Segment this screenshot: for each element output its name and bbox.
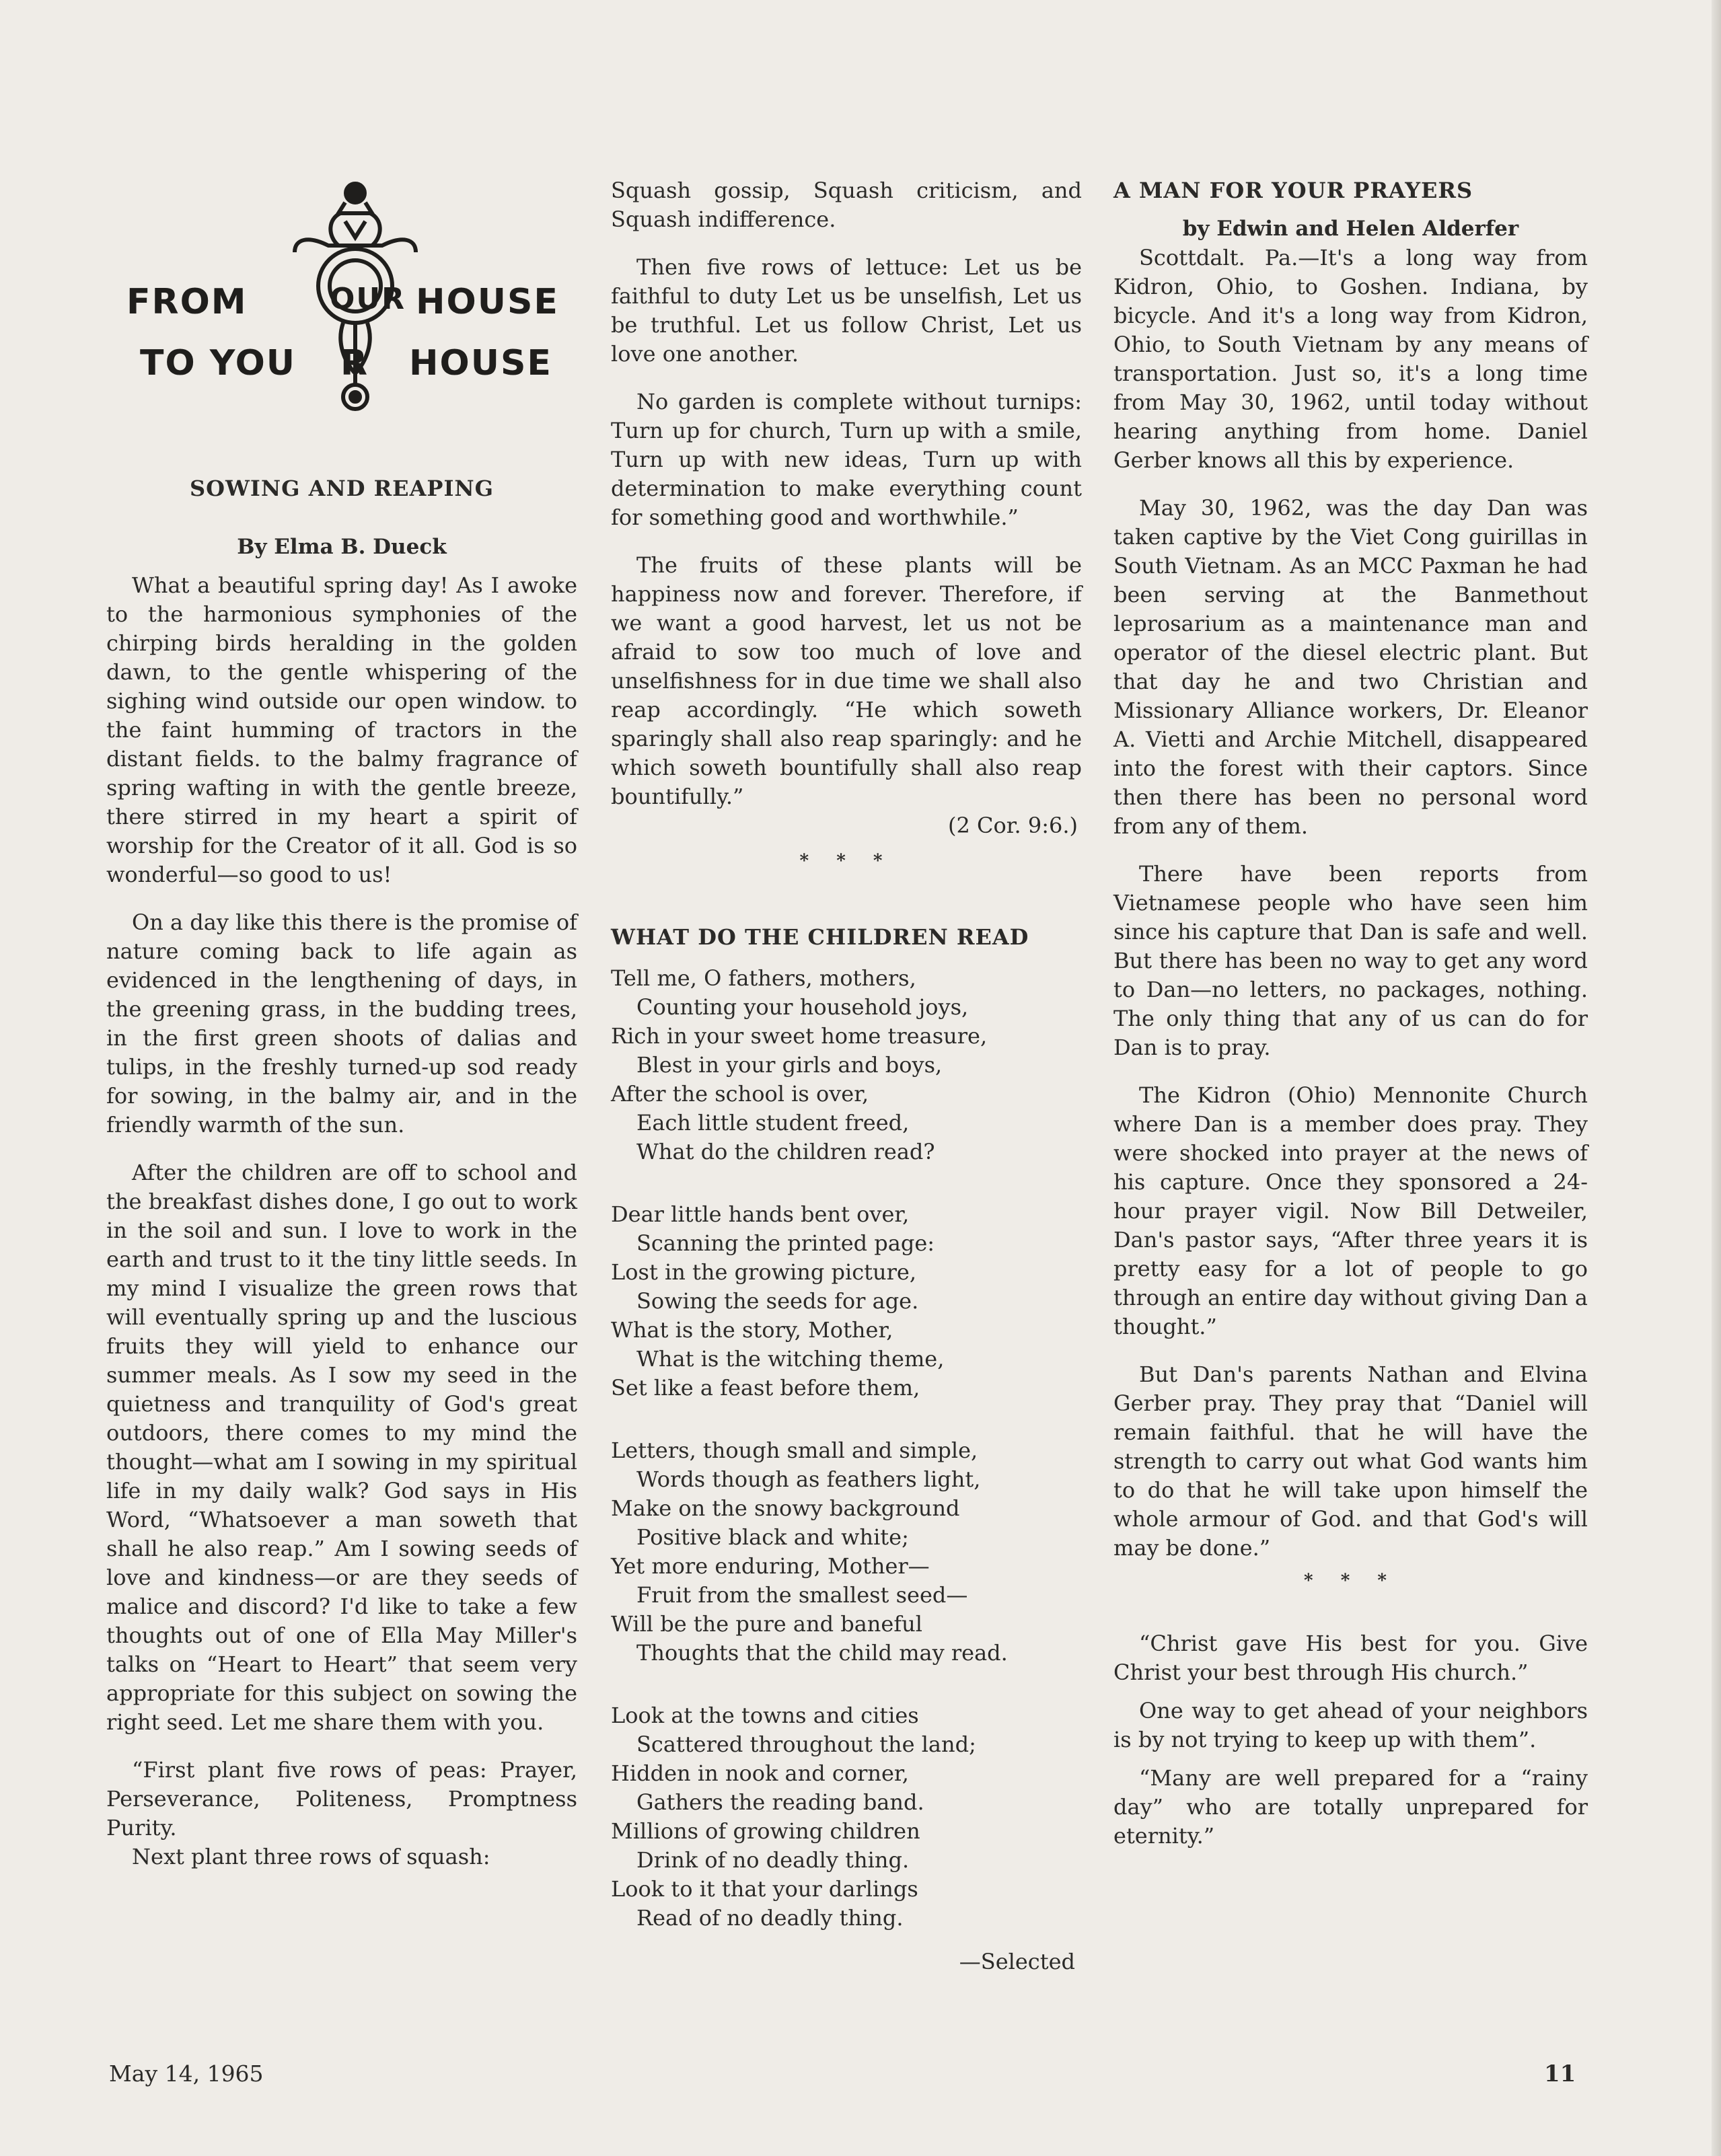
article1-paragraph: The fruits of these plants will be happiness now and forever. Therefore, if we want a good harvest, let us not be afraid to sow too much of love and unselfishness for in due time we shall also reap accordingly. “He which soweth sparingly shall also reap sparingly: and he which soweth bountifully shall also reap bountifully.”	[611, 552, 1082, 809]
poem-line: Fruit from the smallest seed—	[636, 1582, 968, 1608]
poem-line: Look to it that your darlings	[611, 1876, 918, 1902]
section-separator: * * *	[799, 851, 893, 871]
filler-quote: “Christ gave His best for you. Give Christ your best through His church.”	[1113, 1631, 1588, 1685]
article2-paragraph: May 30, 1962, was the day Dan was taken captive by the Viet Cong guirillas in South Vietnam. As an MCC Paxman he had been serving at the Banmethout leprosarium as a maintenance man and operator of the diesel electric plant. But that day he and two Christian and Missionary Alliance workers, Dr. Eleanor A. Vietti and Archie Mitchell, disappeared into the forest with their captors. Since then there has been no personal word from any of them.	[1113, 495, 1588, 839]
poem-line: Make on the snowy background	[611, 1495, 960, 1521]
section-separator: * * *	[1304, 1571, 1397, 1591]
article2-paragraph: The Kidron (Ohio) Mennonite Church where Dan is a member does pray. They were shocked into prayer at the news of his capture. Once they sponsored a 24-hour prayer vigil. Now Bill Detweiler, Dan's pastor says, “After three years it is pretty easy for a lot of people to go through an entire day without giving Dan a thought.”	[1113, 1082, 1588, 1339]
page-number: 11	[1544, 2060, 1576, 2087]
poem-line: Set like a feast before them,	[611, 1375, 920, 1401]
column-left	[106, 172, 577, 1871]
poem-line: Thoughts that the child may read.	[636, 1640, 1008, 1666]
scripture-citation: (2 Cor. 9:6.)	[947, 813, 1078, 838]
logo-text-to-you: TO YOU	[140, 343, 297, 383]
poem-line: Scattered throughout the land;	[636, 1732, 976, 1757]
poem-stanza	[611, 964, 1082, 1166]
poem-line: What do the children read?	[636, 1139, 935, 1164]
poem-stanza	[611, 1200, 1082, 1403]
poem-line: Sowing the seeds for age.	[636, 1288, 919, 1314]
poem-line: Will be the pure and baneful	[611, 1611, 923, 1637]
logo-text-r: R	[340, 343, 369, 383]
article-title-sowing: SOWING AND REAPING	[190, 476, 494, 501]
poem-stanza	[611, 1436, 1082, 1668]
article-byline-alderfer: by Edwin and Helen Alderfer	[1182, 217, 1519, 241]
poem-title: WHAT DO THE CHILDREN READ	[611, 924, 1029, 950]
article1-paragraph: “First plant five rows of peas: Prayer, Perseverance, Politeness, Promptness Purity.	[106, 1757, 577, 1841]
poem-line: Dear little hands bent over,	[611, 1201, 910, 1227]
poem-line: After the school is over,	[611, 1081, 869, 1107]
filler-quote: “Many are well prepared for a “rainy day” who are totally unprepared for eternity.”	[1113, 1765, 1588, 1849]
article1-paragraph: Then five rows of lettuce: Let us be faithful to duty Let us be unselfish, Let us be truthful. Let us follow Christ, Let us love one another.	[611, 254, 1082, 367]
filler-quote: One way to get ahead of your neighbors is by not trying to keep up with them”.	[1113, 1698, 1588, 1752]
article2-paragraph: There have been reports from Vietnamese people who have seen him since his capture that Dan is safe and well. But there has been no way to get any word to Dan—no letters, no packages, nothing. The only thing that any of us can do for Dan is to pray.	[1113, 861, 1588, 1060]
poem-line: Letters, though small and simple,	[611, 1438, 978, 1463]
column-right	[1113, 176, 1588, 1851]
article1-paragraph: On a day like this there is the promise of nature coming back to life again as evidenced in the lengthening of days, in the greening grass, in the budding trees, in the first green shoots of dalias and tulips, in the freshly turned-up sod ready for sowing, in the balmy air, and in the friendly warmth of the sun.	[106, 909, 577, 1138]
poem-stanza	[611, 1701, 1082, 1933]
article1-paragraph: No garden is complete without turnips: Turn up for church, Turn up with a smile, Turn up with new ideas, Turn up with determination to make everything count for something good and worthwhile.”	[611, 389, 1082, 530]
article2-paragraph: But Dan's parents Nathan and Elvina Gerber pray. They pray that “Daniel will remain faithful. that he will have the strength to carry out what God wants him to do that he will take upon himself the whole armour of God. and that God's will may be done.”	[1113, 1362, 1588, 1561]
poem-line: Look at the towns and cities	[611, 1703, 919, 1728]
poem-attribution: —Selected	[959, 1949, 1075, 1974]
poem-line: Gathers the reading band.	[636, 1789, 924, 1815]
poem-line: Rich in your sweet home treasure,	[611, 1023, 988, 1049]
poem-line: Counting your household joys,	[636, 994, 969, 1020]
article-byline-dueck: By Elma B. Dueck	[237, 535, 447, 559]
poem-line: Lost in the growing picture,	[611, 1259, 917, 1285]
poem-line: Scanning the printed page:	[636, 1230, 935, 1256]
column-middle	[611, 176, 1082, 1976]
poem-line: Drink of no deadly thing.	[636, 1847, 910, 1873]
poem-line: Positive black and white;	[636, 1524, 909, 1550]
poem-line: What is the story, Mother,	[611, 1317, 893, 1343]
page-edge-shadow	[1712, 0, 1721, 2156]
from-our-house-logo	[126, 172, 557, 434]
article-title-prayers: A MAN FOR YOUR PRAYERS	[1113, 178, 1473, 203]
issue-date: May 14, 1965	[109, 2060, 264, 2087]
article1-paragraph: What a beautiful spring day! As I awoke to the harmonious symphonies of the chirping birds heralding in the golden dawn, to the gentle whispering of the sighing wind outside our open window. to the faint humming of tractors in the distant fields. to the balmy fragrance of spring wafting in with the gentle breeze, there stirred in my heart a spirit of worship for the Creator of it all. God is so wonderful—so good to us!	[106, 572, 577, 887]
logo-text-from: FROM	[126, 282, 248, 322]
poem-line: Read of no deadly thing.	[636, 1905, 904, 1931]
poem-line: Each little student freed,	[636, 1110, 910, 1136]
poem-line: Words though as feathers light,	[636, 1466, 981, 1492]
poem-line: Yet more enduring, Mother—	[611, 1553, 930, 1579]
article1-paragraph: After the children are off to school and the breakfast dishes done, I go out to work in the soil and sun. I love to work in the earth and trust to it the tiny little seeds. In my mind I visualize the green rows that will eventually spring up and the luscious fruits they will yield to enhance our summer meals. As I sow my seed in the quietness and tranquility of God's great outdoors, there comes to my mind the thought—what am I sowing in my spiritual life in my daily walk? God says in His Word, “Whatsoever a man soweth that shall he also reap.” Am I sowing seeds of love and kindness—or are they seeds of malice and discord? I'd like to take a few thoughts out of one of Ella May Miller's talks on “Heart to Heart” that seem very appropriate for this subject on sowing the right seed. Let me share them with you.	[106, 1160, 577, 1735]
article2-paragraph: Scottdalt. Pa.—It's a long way from Kidron, Ohio, to Goshen. Indiana, by bicycle. And it's a long way from Kidron, Ohio, to South Vietnam by any means of transportation. Just so, it's a long time from May 30, 1962, until today without hearing anything from home. Daniel Gerber knows all this by experience.	[1113, 245, 1588, 473]
article1-paragraph: Next plant three rows of squash:	[132, 1844, 490, 1869]
poem-line: Tell me, O fathers, mothers,	[611, 965, 916, 991]
logo-text-our: OUR	[330, 282, 406, 316]
article1-paragraph: Squash gossip, Squash criticism, and Squash indifference.	[611, 178, 1082, 232]
poem-line: Blest in your girls and boys,	[636, 1052, 943, 1078]
poem-line: What is the witching theme,	[636, 1346, 945, 1372]
logo-text-house-2: HOUSE	[409, 343, 552, 383]
poem-line: Millions of growing children	[611, 1818, 920, 1844]
logo-text-house-1: HOUSE	[416, 282, 559, 322]
poem-line: Hidden in nook and corner,	[611, 1760, 909, 1786]
